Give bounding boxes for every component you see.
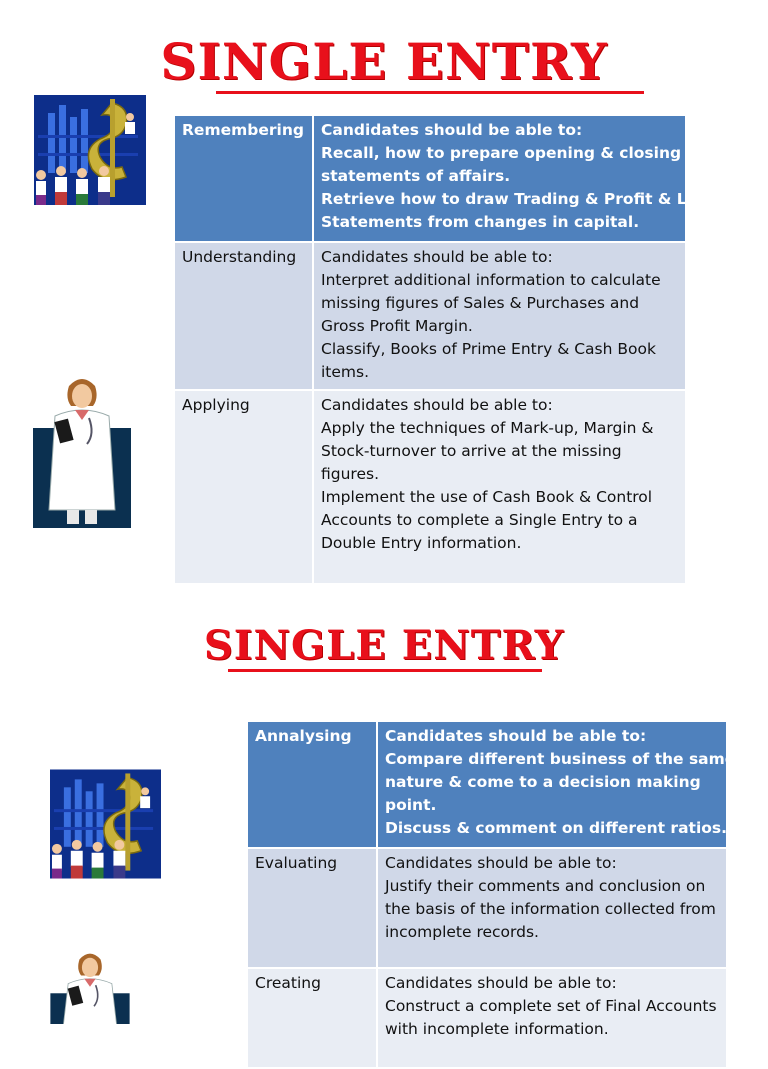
table-row: [174, 115, 686, 242]
description-cell: Candidates should be able to: Compare different business of the same nature & come to a decision making point. Discuss & comment on different ratios.: [377, 721, 727, 848]
description-cell: Candidates should be able to: Justify their comments and conclusion on the basis of the information collected from incomplete records.: [377, 848, 727, 968]
slide-title: SINGLE ENTRY: [203, 622, 565, 669]
level-cell: Understanding: [174, 242, 313, 390]
level-cell: Applying: [174, 390, 313, 584]
blooms-table: [173, 114, 716, 585]
level-cell: Annalysing: [247, 721, 377, 848]
money-people-clipart: [50, 769, 161, 879]
description-cell: Candidates should be able to: Apply the techniques of Mark-up, Margin & Stock-turnover to arrive at the missing figures. Implement the use of Cash Book & Control Accounts to complete a Single Entry to a Double Entry information.: [313, 390, 686, 584]
table-row: [247, 721, 727, 848]
title-underline: [216, 91, 644, 94]
table-row: [174, 242, 686, 390]
doctor-clipart: [33, 372, 131, 528]
level-cell: Creating: [247, 968, 377, 1068]
title-underline: [228, 669, 542, 672]
description-cell: Candidates should be able to: Construct a complete set of Final Accounts with incomplete information.: [377, 968, 727, 1068]
doctor-clipart: [50, 948, 130, 1024]
level-cell: Remembering: [174, 115, 313, 242]
table-row: [174, 390, 686, 584]
table-row: [247, 848, 727, 968]
table-row: [247, 968, 727, 1068]
level-cell: Evaluating: [247, 848, 377, 968]
description-cell: Candidates should be able to: Recall, how to prepare opening & closing statements of affairs. Retrieve how to draw Trading & Profit & Loss Statements from changes in capital.: [313, 115, 686, 242]
blooms-table: [246, 720, 736, 1069]
slide-title: SINGLE ENTRY: [160, 32, 608, 91]
money-people-clipart: [34, 95, 146, 205]
description-cell: Candidates should be able to: Interpret additional information to calculate missing figures of Sales & Purchases and Gross Profit Margin. Classify, Books of Prime Entry & Cash Book items.: [313, 242, 686, 390]
